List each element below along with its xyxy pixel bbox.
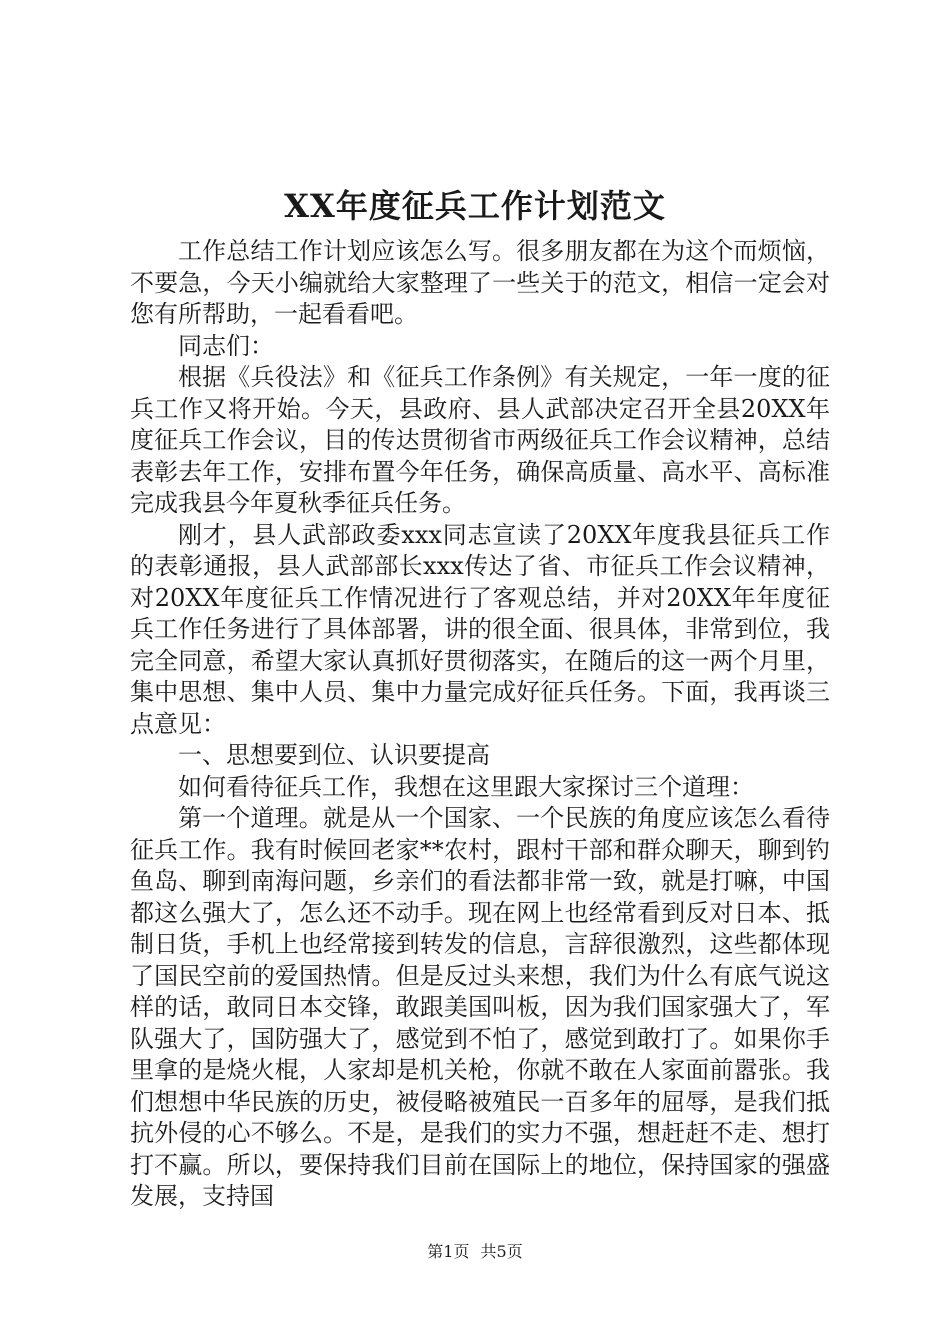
paragraph-discussion-intro: 如何看待征兵工作，我想在这里跟大家探讨三个道理： xyxy=(178,772,754,801)
paragraph-intro: 工作总结工作计划应该怎么写。很多朋友都在为这个而烦恼，不要急，今天小编就给大家整理了一些关于的范文，相信一定会对您有所帮助，一起看看吧。 xyxy=(130,237,830,328)
document-body xyxy=(130,236,830,1213)
paragraph-review: 刚才，县人武部政委xxx同志宣读了20XX年度我县征兵工作的表彰通报，县人武部部长xxx传达了省、市征兵工作会议精神，对20XX年度征兵工作情况进行了客观总结，并对20XX年年度征兵工作任务进行了具体部署，讲的很全面、很具体，非常到位，我完全同意，希望大家认真抓好贯彻落实，在随后的这一两个月里，集中思想、集中人员、集中力量完成好征兵任务。下面，我再谈三点意见： xyxy=(130,520,830,738)
page-total: 共5页 xyxy=(480,1242,523,1261)
page-number: 第1页 xyxy=(427,1242,470,1261)
paragraph-first-reason: 第一个道理。就是从一个国家、一个民族的角度应该怎么看待征兵工作。我有时候回老家**农村，跟村干部和群众聊天，聊到钓鱼岛、聊到南海问题，乡亲们的看法都非常一致，就是打嘛，中国都这么强大了，怎么还不动手。现在网上也经常看到反对日本、抵制日货，手机上也经常接到转发的信息，言辞很激烈，这些都体现了国民空前的爱国热情。但是反过头来想，我们为什么有底气说这样的话，敢同日本交锋，敢跟美国叫板，因为我们国家强大了，军队强大了，国防强大了，感觉到不怕了，感觉到敢打了。如果你手里拿的是烧火棍，人家却是机关枪，你就不敢在人家面前嚣张。我们想想中华民族的历史，被侵略被殖民一百多年的屈辱，是我们抵抗外侵的心不够么。不是，是我们的实力不强，想赶赶不走、想打打不赢。所以，要保持我们目前在国际上的地位，保持国家的强盛发展，支持国 xyxy=(130,804,830,1210)
section-heading-1: 一、思想要到位、认识要提高 xyxy=(178,741,490,769)
paragraph-salutation: 同志们： xyxy=(178,331,274,360)
paragraph-background: 根据《兵役法》和《征兵工作条例》有关规定，一年一度的征兵工作又将开始。今天，县政府、县人武部决定召开全县20XX年度征兵工作会议，目的传达贯彻省市两级征兵工作会议精神，总结表彰去年工作，安排布置今年任务，确保高质量、高水平、高标准完成我县今年夏秋季征兵任务。 xyxy=(130,363,830,517)
page-title: XX年度征兵工作计划范文 xyxy=(284,187,666,225)
page-footer xyxy=(0,1241,950,1263)
